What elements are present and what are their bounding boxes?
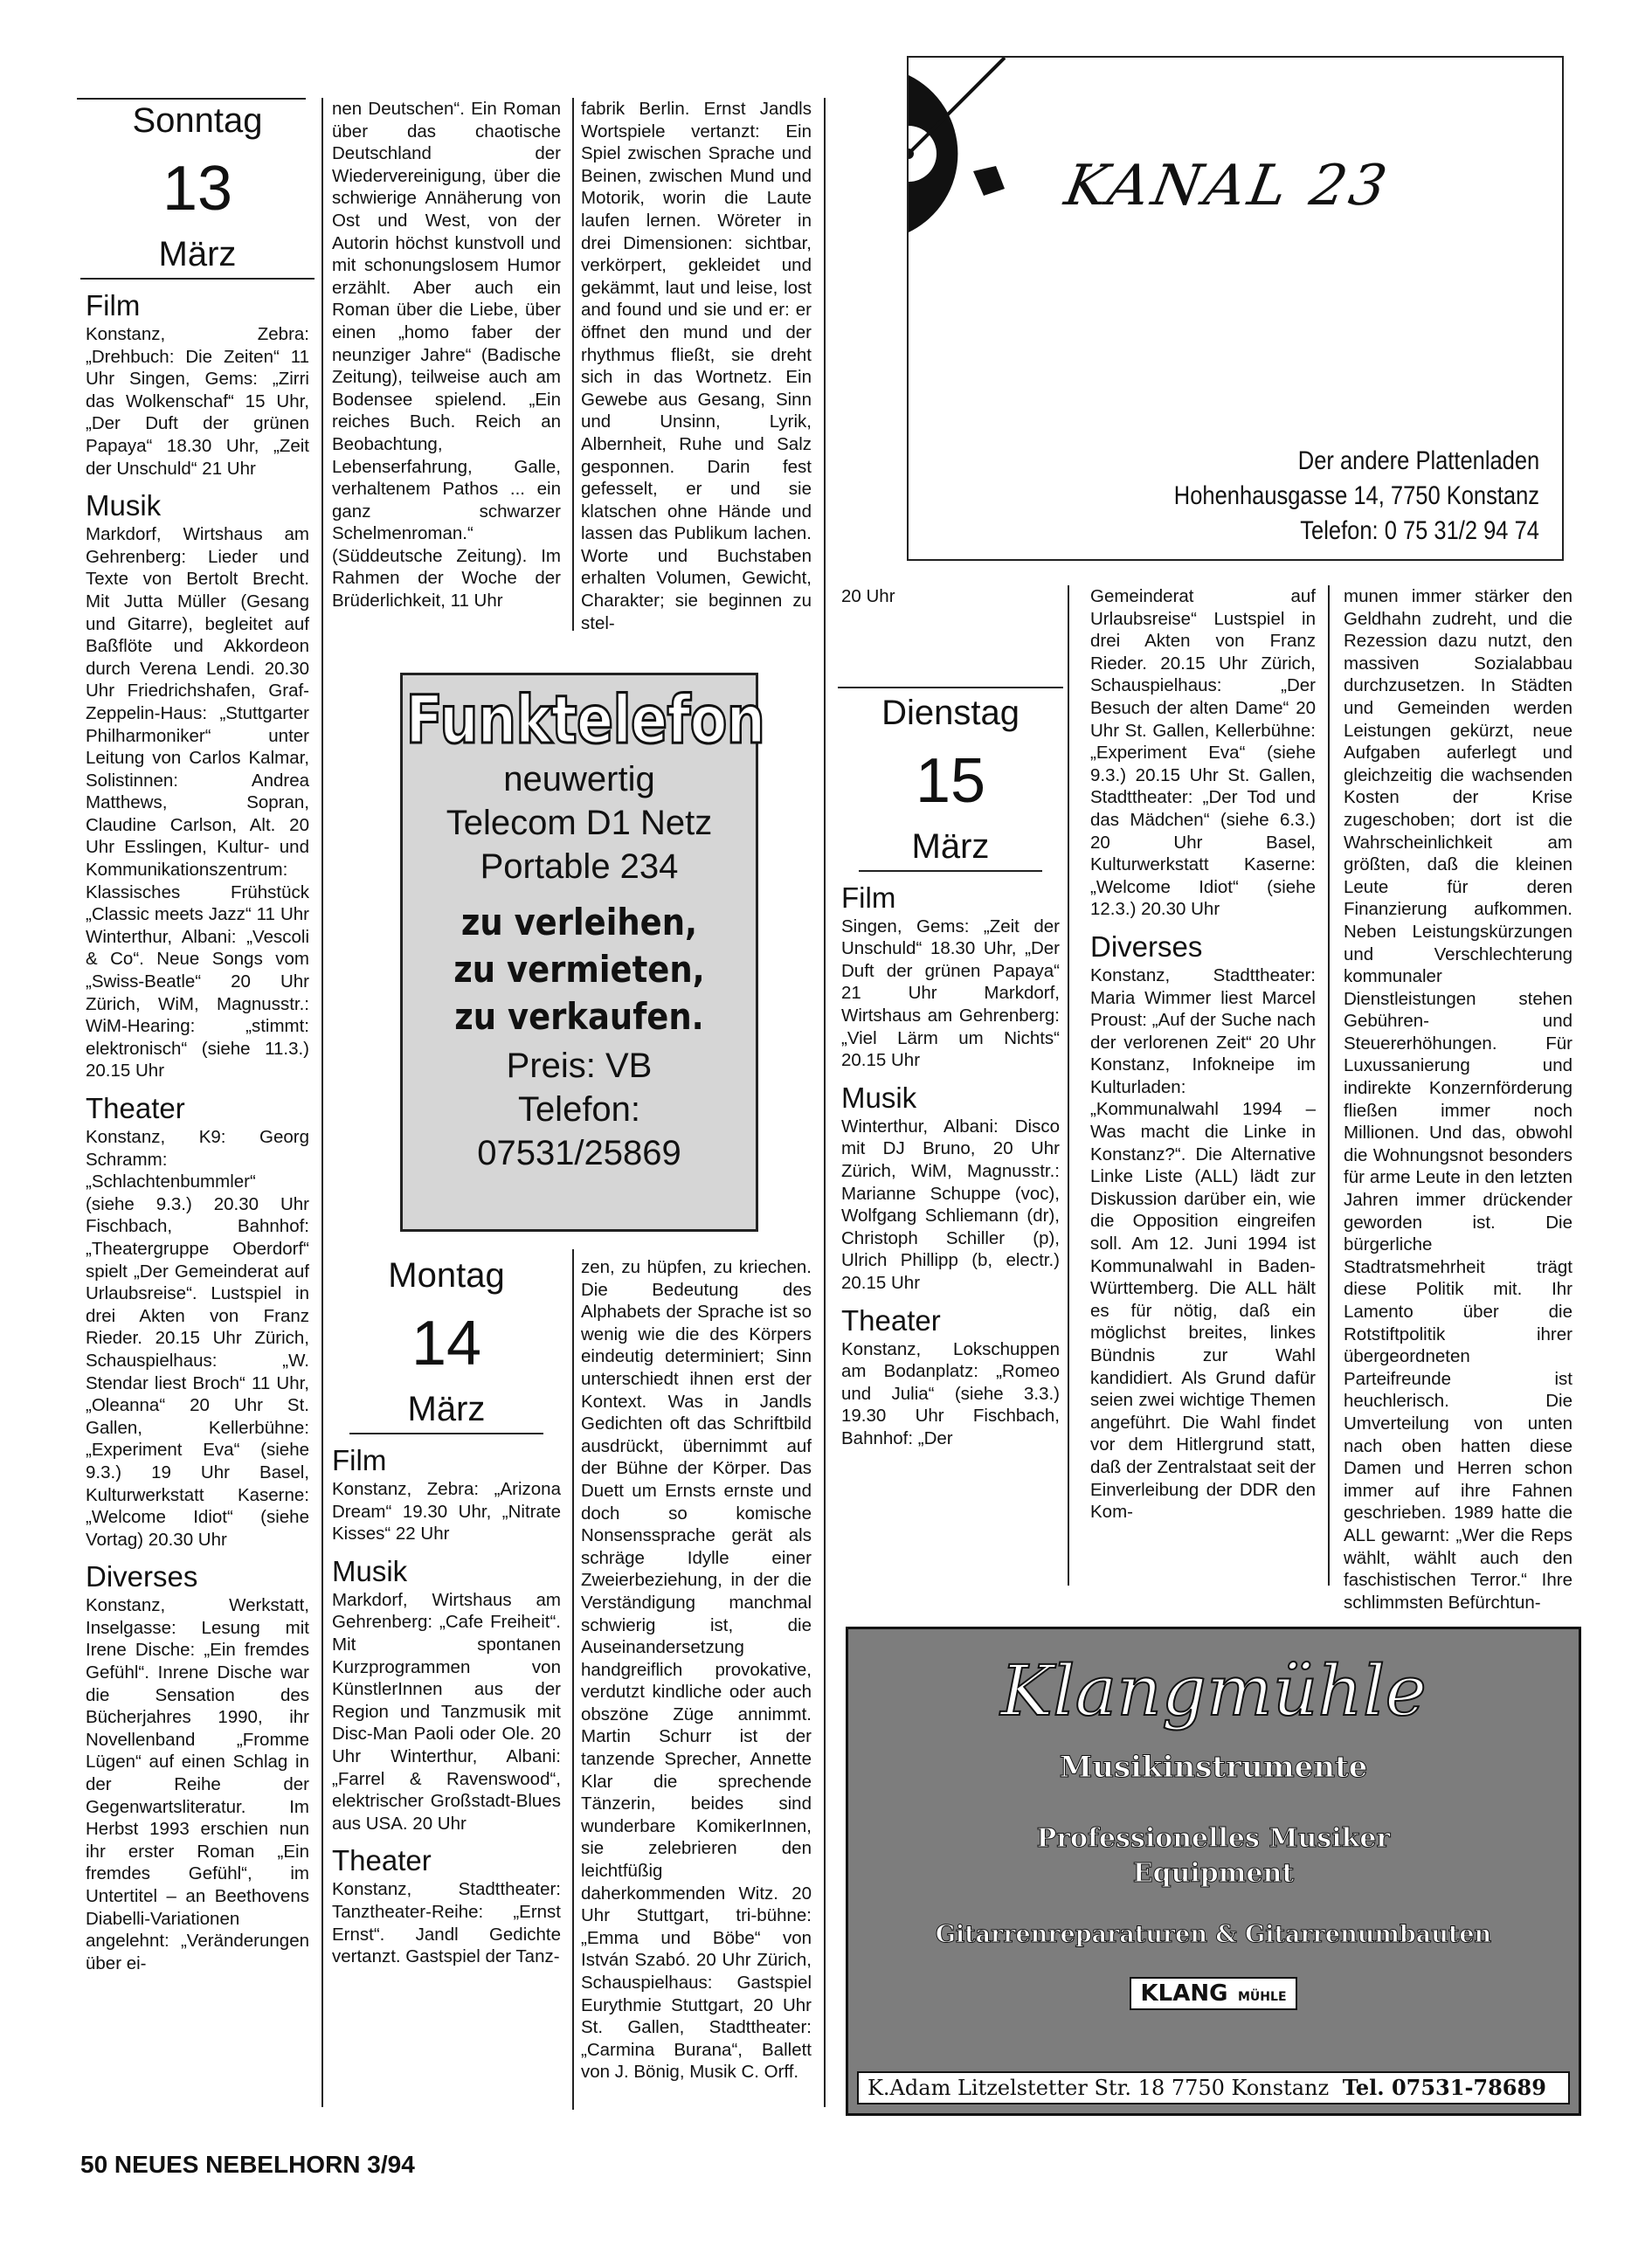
listing-text: Markdorf, Wirtshaus am Gehrenberg: „Cafe Freiheit“. Mit spontanen Kurzprogrammen von KünstlerInnen aus der Region und Tanzmusik mit Disc-Man Paoli oder Ole. 20 Uhr Winterthur, Albani: „Farrel & Ravenswood“, elektrischer Großstadt-Blues aus USA. 20 Uhr <box>332 1589 561 1834</box>
listing-text: Gemeinderat auf Urlaubsreise“ Lustspiel in drei Akten von Franz Rieder. 20.15 Uhr Zürich, Schauspielhaus: „Der Besuch der alten Dame“ 20 Uhr St. Gallen, Kellerbühne: „Experiment Eva“ (siehe 9.3.) 20.15 Uhr St. Gallen, Stadttheater: „Der Tod und das Mädchen“ (siehe 6.3.) 20 Uhr Basel, Kulturwerkstatt Kaserne: „Welcome Idiot“ (siehe 12.3.) 20.30 Uhr <box>1090 586 1316 920</box>
ad-line: Der andere Plattenladen <box>1297 446 1539 475</box>
klangmuehle-logo: Klangmühle <box>1000 1650 1427 1731</box>
column-6 <box>1344 585 1573 1614</box>
day-number: 13 <box>162 154 233 224</box>
day-header-sunday <box>86 101 309 274</box>
ad-line: Musikinstrumente <box>1059 1750 1368 1785</box>
section-heading-theater: Theater <box>332 1844 432 1877</box>
section-heading-diverses: Diverses <box>1090 930 1203 963</box>
article-text: munen immer stärker den Geldhahn zudreht, und die Rezession dazu nutzt, den massiven Sozialabbau durchzusetzen. In Städten und Gemeinden werden Leistungen gekürzt, neue Aufgaben auferlegt und gleichzeitig die wachsenden Kosten der Krise zugeschoben; dort ist die Wahrscheinlichkeit am größten, daß die kleinen Leute für deren Finanzierung aufkommen. Neben Leistungskürzungen und Verschlechterung kommunaler Dienstleistungen stehen Gebühren- und Steuererhöhungen. Für Luxussanierung und indirekte Konzernförderung fließen immer noch Millionen. Und das, obwohl die Wohnungsnot besonders für arme Leute in den letzten Jahren immer drückender geworden ist. Die bürgerliche Stadtratsmehrheit trägt diese Politik mit. Ihr Lamento über die Rotstiftpolitik ihrer übergeordneten Parteifreunde ist heuchlerisch. Die Umverteilung von unten nach oben hatten diese Damen und Herren schon immer auf ihre Fahnen geschrieben. 1989 hatte die ALL gewarnt: „Wer die Reps wählt, wählt auch den faschistischen Terror.“ Ihre schlimmsten Befürchtun- <box>1344 586 1573 1613</box>
listing-text: Konstanz, Lokschuppen am Bodanplatz: „Romeo und Julia“ (siehe 3.3.) 19.30 Uhr Fischbach, Bahnhof: „Der <box>841 1338 1060 1448</box>
ad-line: Gitarrenreparaturen & Gitarrenumbauten <box>935 1921 1492 1948</box>
column-3-bottom <box>581 1256 812 2084</box>
article-text: zen, zu hüpfen, zu kriechen. Die Bedeutung des Alphabets der Sprache ist so wenig wie die des Körpers eindeutig determiniert; Sinn unterschiedt ihnen erst der Kontext. Was in Jandls Gedichten oft das Schriftbild ausdrückt, übernimmt auf der Bühne der Körper. Das Duett um Ernsts ernste und doch so komische Nonsenssprache gerät als schräge Idylle einer Zweierbeziehung, in der die Verständigung manchmal schwierig ist, die Auseinandersetzung handgreiflich provokative, verdutzt kindliche oder auch obszöne Züge annimmt. Martin Schurr ist der tanzende Sprecher, Annette Klar die sprechende Tänzerin, beides sind wunderbare KomikerInnen, sie zelebrieren den leichtfüßig daherkommenden Witz. 20 Uhr Stuttgart, tri-bühne: „Emma und Böbe“ von István Szabó. 20 Uhr Zürich, Schauspielhaus: Gastspiel Eurythmie Stuttgart, 20 Uhr St. Gallen, Stadttheater: „Carmina Burana“, Ballett von J. Bönig, Musik C. Orff. <box>581 1257 812 2083</box>
klang-badge <box>1130 1977 1296 2010</box>
vinyl-record-icon <box>909 58 1022 232</box>
column-3-top <box>581 98 812 634</box>
page-footer: 50 NEUES NEBELHORN 3/94 <box>80 2151 415 2178</box>
kanal23-ad <box>907 56 1564 561</box>
article-text: fabrik Berlin. Ernst Jandls Wortspiele vertanzt: Ein Spiel zwischen Sprache und Beinen, zwischen Mund und Motorik, worin die Laute laufen lernen. Wöreter in drei Dimensionen: sichtbar, verkörpert, gekleidet und gekämmt, laut und leise, lost and found und sie und er: er öffnet den mund und der rhythmus fließt, sie dreht sich in das Wortnetz. Ein Gewebe aus Gesang, Sinn und Unsinn, Lyrik, Albernheit, Ruhe und Salz gesponnen. Darin fest gefesselt, er und sie klatschen ohne Hände und lassen das Publikum lachen. Worte und Buchstaben erhalten Volumen, Gewicht, Charakter; sie beginnen zu stel- <box>581 99 812 633</box>
listing-text: Konstanz, K9: Georg Schramm: „Schlachtenbummler“ (siehe 9.3.) 20.30 Uhr Fischbach, Bahnhof: „Theatergruppe Oberdorf“ spielt „Der Gemeinderat auf Urlaubsreise“. Lustspiel in drei Akten von Franz Rieder. 20.15 Uhr Zürich, Schauspielhaus: „W. Stendar liest Broch“ 11 Uhr, „Oleanna“ 20 Uhr St. Gallen, Kellerbühne: „Experiment Eva“ (siehe 9.3.) 19 Uhr Basel, Kulturwerkstatt Kaserne: „Welcome Idiot“ (siehe Vortag) 20.30 Uhr <box>86 1127 309 1550</box>
section-heading-musik: Musik <box>332 1554 408 1587</box>
ad-bold-line: zu verleihen, <box>460 901 698 943</box>
listing-text: Konstanz, Zebra: „Drehbuch: Die Zeiten“ 11 Uhr Singen, Gems: „Zirri das Wolkenschaf“ 15 Uhr, „Der Duft der grünen Papaya“ 18.30 Uhr, „Zeit der Unschuld“ 21 Uhr <box>86 324 309 479</box>
column-monday <box>332 1256 561 1968</box>
ad-address: Hohenhausgasse 14, 7750 Konstanz <box>1173 481 1539 510</box>
column-divider <box>1068 585 1069 1586</box>
day-header-monday <box>332 1256 561 1429</box>
column-tuesday <box>841 585 1060 1449</box>
column-divider <box>572 98 574 631</box>
section-heading-diverses: Diverses <box>86 1560 198 1593</box>
column-divider <box>321 98 323 2107</box>
month-name: März <box>911 826 990 866</box>
ad-line: neuwertig <box>503 760 655 798</box>
section-heading-film: Film <box>332 1444 387 1476</box>
day-header-tuesday <box>841 694 1060 867</box>
day-name: Montag <box>388 1256 505 1295</box>
ad-line: Telefon: <box>517 1090 641 1129</box>
day-name: Sonntag <box>132 101 263 140</box>
listing-text: Markdorf, Wirtshaus am Gehrenberg: Lieder und Texte von Bertolt Brecht. Mit Jutta Müller (Gesang und Gitarre), begleitet auf Baßflöte und Akkordeon durch Verena Lendi. 20.30 Uhr Friedrichshafen, Graf-Zeppelin-Haus: „Stuttgarter Philharmoniker“ unter Leitung von Carlos Kalmar, Solistinnen: Andrea Matthews, Sopran, Claudine Carlson, Alt. 20 Uhr Esslingen, Kultur- und Kommunikationszentrum: Klassisches Frühstück „Classic meets Jazz“ 11 Uhr Winterthur, Albani: „Vescoli & Co“. Neue Songs vom „Swiss-Beatle“ 20 Uhr Zürich, WiM, Magnusstr.: WiM-Hearing: „stimmt: elektronisch“ (siehe 11.3.) 20.15 Uhr <box>86 524 309 1082</box>
klangmuehle-ad <box>846 1627 1581 2116</box>
kanal23-logo: KANAL 23 <box>1060 154 1395 218</box>
section-heading-film: Film <box>841 881 896 914</box>
column-divider <box>824 98 826 2107</box>
ad-line: Telecom D1 Netz <box>446 804 713 842</box>
ad-line: Portable 234 <box>480 847 679 886</box>
section-heading-musik: Musik <box>86 489 162 522</box>
column-sunday <box>86 101 309 1974</box>
day-number: 15 <box>915 745 986 816</box>
section-heading-musik: Musik <box>841 1081 917 1114</box>
ad-phone: Telefon: 0 75 31/2 94 74 <box>1300 516 1539 545</box>
listing-text: Konstanz, Werkstatt, Inselgasse: Lesung mit Irene Dische: „Ein fremdes Gefühl“. Inrene Dische war die Sensation des Bücherjahres 1990, ihr Novellenband „Fromme Lügen“ auf einen Schlag in der Reihe der Gegenwartsliteratur. Im Herbst 1993 erschien nun ihr erster Roman „Ein fremdes Gefühl“, im Untertitel – an Beethovens Diabelli-Variationen angelehnt: „Veränderungen über ei- <box>86 1595 309 1973</box>
ad-bold-line: zu verkaufen. <box>454 995 704 1038</box>
column-divider <box>572 1249 574 2110</box>
badge-small-text: MÜHLE <box>1238 1990 1287 2004</box>
article-text: nen Deutschen“. Ein Roman über das chaotische Deutschland der Wiedervereinigung, über die schwierige Annäherung von Ost und West, von der Autorin höchst kunstvoll und mit schonungslosem Humor erzählt. Aber auch ein Roman über die Liebe, über einen „homo faber der neunziger Jahre“ (Badische Zeitung), teilweise auch am Bodensee spielend. „Ein reiches Buch. Reich an Beobachtung, Lebenserfahrung, Galle, verhaltenem Pathos ... ein ganz schwarzer Schelmenroman.“ (Süddeutsche Zeitung). Im Rahmen der Woche der Brüderlichkeit, 11 Uhr <box>332 99 561 612</box>
badge-text: KLANG <box>1140 1980 1228 2007</box>
listing-text: Konstanz, Stadttheater: Tanztheater-Reihe: „Ernst Ernst“. Jandl Gedichte vertanzt. Gastspiel der Tanz- <box>332 1879 561 1967</box>
funktelefon-ad <box>400 673 765 1232</box>
ad-phone: Tel. 07531-78689 <box>1342 2075 1546 2100</box>
column-divider <box>1328 585 1330 1586</box>
section-heading-film: Film <box>86 289 141 321</box>
ad-address: K.Adam Litzelstetter Str. 18 7750 Konstanz <box>867 2076 1330 2100</box>
listing-text: 20 Uhr <box>841 586 895 606</box>
column-2-top <box>332 98 561 612</box>
listing-text: Konstanz, Zebra: „Arizona Dream“ 19.30 Uhr, „Nitrate Kisses“ 22 Uhr <box>332 1479 561 1545</box>
ad-bold-line: zu vermieten, <box>453 948 705 991</box>
ad-phone: 07531/25869 <box>477 1134 681 1172</box>
ad-title: Funktelefon <box>405 681 765 758</box>
listing-text: Singen, Gems: „Zeit der Unschuld“ 18.30 Uhr, „Der Duft der grünen Papaya“ 21 Uhr Markdorf, Wirtshaus am Gehrenberg: „Viel Lärm um Nichts“ 20.15 Uhr <box>841 916 1060 1071</box>
month-name: März <box>407 1390 486 1428</box>
ad-line: Professionelles Musiker <box>1036 1823 1391 1854</box>
ad-line: Equipment <box>1132 1858 1295 1889</box>
section-heading-theater: Theater <box>86 1092 185 1124</box>
listing-text: Konstanz, Stadttheater: Maria Wimmer liest Marcel Proust: „Auf der Suche nach der verlorenen Zeit“ 20 Uhr Konstanz, Infokneipe im Kulturladen: „Kommunalwahl 1994 – Was macht die Linke in Konstanz?“. Die Alternative Linke Liste (ALL) lädt zur Diskussion darüber ein, wie die Opposition eingreifen soll. Am 12. Juni 1994 ist Kommunalwahl in Baden-Württemberg. Die ALL hält es für nötig, daß ein möglichst breites, linkes Bündnis zur Wahl kandidiert. Als Grund dafür seien zwei wichtige Themen angeführt. Die Wahl findet vor dem Hitlergrund statt, daß der Zentralstaat seit der Einverleibung der DDR den Kom- <box>1090 964 1316 1523</box>
day-number: 14 <box>411 1309 482 1379</box>
section-heading-theater: Theater <box>841 1303 941 1337</box>
column-rule <box>77 98 306 100</box>
day-name: Dienstag <box>881 693 1020 732</box>
listing-text: Winterthur, Albani: Disco mit DJ Bruno, 20 Uhr Zürich, WiM, Magnusstr.: Marianne Schuppe (voc), Wolfgang Schliemann (dr), Christoph Schiller (p), Ulrich Phillipp (b, electr.) 20.15 Uhr <box>841 1116 1060 1293</box>
ad-price: Preis: VB <box>506 1047 653 1085</box>
month-name: März <box>158 235 237 273</box>
klang-address-bar <box>857 2071 1570 2104</box>
column-5 <box>1090 585 1316 1524</box>
